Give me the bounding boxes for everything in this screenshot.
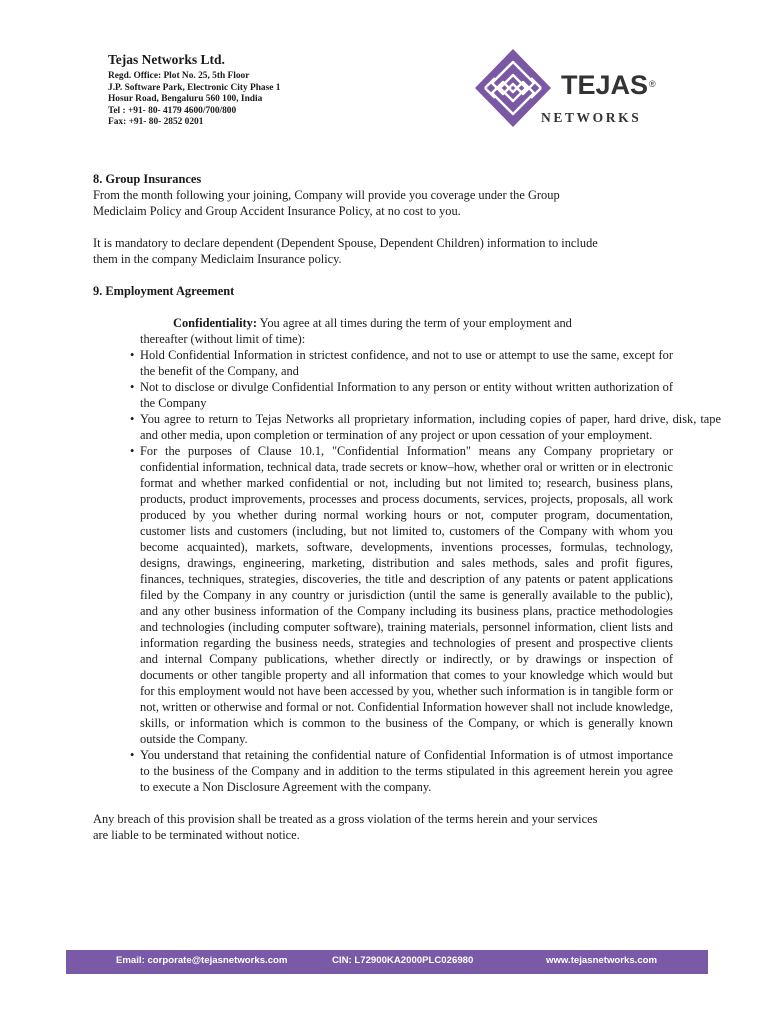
letterhead [0, 0, 768, 140]
footer-cin: CIN: L72900KA2000PLC026980 [332, 955, 474, 966]
address-line: J.P. Software Park, Electronic City Phase 1 [108, 82, 281, 93]
list-item: • For the purposes of Clause 10.1, "Confidential Information" means any Company proprietary or confidential information, technical data, trade secrets or know–how, whether oral or written or in electronic format and whether marked confidential or not, including but not limited to; research, business plans, products, product improvements, processes and process documents, services, projects, proposals, all work produced by you whether during normal working hours or not, computer program, documentation, customer lists and customers (including, but not limited to, customers of the Company with whom you become acquainted), markets, software, developments, inventions processes, formulas, technology, designs, drawings, engineering, marketing, distribution and sales methods, sales and profit figures, finances, techniques, strategies, discoveries, the title and description of any patents or patent applications filed by the Company in any country or jurisdiction (until the same is generally available to the public), and any other business information of the Company including its business plans, practice methodologies and technologies (including computer software), training materials, personnel information, client lists and information regarding the business needs, strategies and technologies of present and prospective clients and internal Company publications, whether directly or indirectly, or by drawings or inspection of documents or other tangible property and all information that comes to your knowledge which would but for this employment would not have been accessed by you, whether such information is in tangible form or not, written or otherwise and formal or not. Confidential Information however shall not include knowledge, skills, or information which is common to the business of the Company, or which is generally known outside the Company. [140, 443, 673, 747]
confidentiality-intro-line2: thereafter (without limit of time): [140, 332, 306, 346]
section-heading-group-insurances: 8. Group Insurances [93, 172, 202, 186]
list-item: • Not to disclose or divulge Confidential Information to any person or entity without written authorization of the Company [140, 379, 673, 411]
company-logo [473, 46, 673, 134]
list-item: • You agree to return to Tejas Networks all proprietary information, including copies of paper, hard drive, disk, tape and other media, upon completion or termination of any project or upon cessation of your employment. [140, 411, 721, 443]
confidentiality-bullet-list [93, 347, 721, 795]
logo-subtitle: NETWORKS [541, 110, 642, 125]
list-item: • You understand that retaining the confidential nature of Confidential Information is of utmost importance to the business of the Company and in addition to the terms stipulated in this agreement herein you agree to execute a Non Disclosure Agreement with the company. [140, 747, 673, 795]
phone-line: Tel : +91- 80- 4179 4600/700/800 [108, 105, 237, 116]
company-name: Tejas Networks Ltd. [108, 52, 225, 67]
closing-line: Any breach of this provision shall be treated as a gross violation of the terms herein and your services [93, 812, 598, 826]
registered-mark: ® [649, 79, 656, 89]
paragraph-line: Mediclaim Policy and Group Accident Insurance Policy, at no cost to you. [93, 204, 461, 218]
logo-wordmark: TEJAS [561, 70, 649, 100]
paragraph-line: It is mandatory to declare dependent (Dependent Spouse, Dependent Children) information to include [93, 236, 598, 250]
fax-line: Fax: +91- 80- 2852 0201 [108, 117, 204, 127]
footer-bar [66, 950, 708, 974]
letter-body [93, 171, 721, 843]
paragraph-line: From the month following your joining, Company will provide you coverage under the Group [93, 188, 560, 202]
list-item: • Hold Confidential Information in strictest confidence, and not to use or attempt to use the same, except for the benefit of the Company, and [140, 347, 673, 379]
paragraph-line: them in the company Mediclaim Insurance policy. [93, 252, 342, 266]
company-block [108, 52, 280, 129]
footer-email: Email: corporate@tejasnetworks.com [116, 955, 288, 966]
address-line: Regd. Office: Plot No. 25, 5th Floor [108, 71, 250, 81]
section-heading-employment-agreement: 9. Employment Agreement [93, 284, 235, 298]
footer-website: www.tejasnetworks.com [546, 955, 658, 966]
closing-line: are liable to be terminated without notice. [93, 828, 300, 842]
confidentiality-intro [93, 315, 673, 331]
confidentiality-label: Confidentiality: [173, 316, 257, 330]
confidentiality-intro-text: You agree at all times during the term of your employment and [256, 316, 572, 330]
address-line: Hosur Road, Bengaluru 560 100, India [108, 94, 263, 104]
